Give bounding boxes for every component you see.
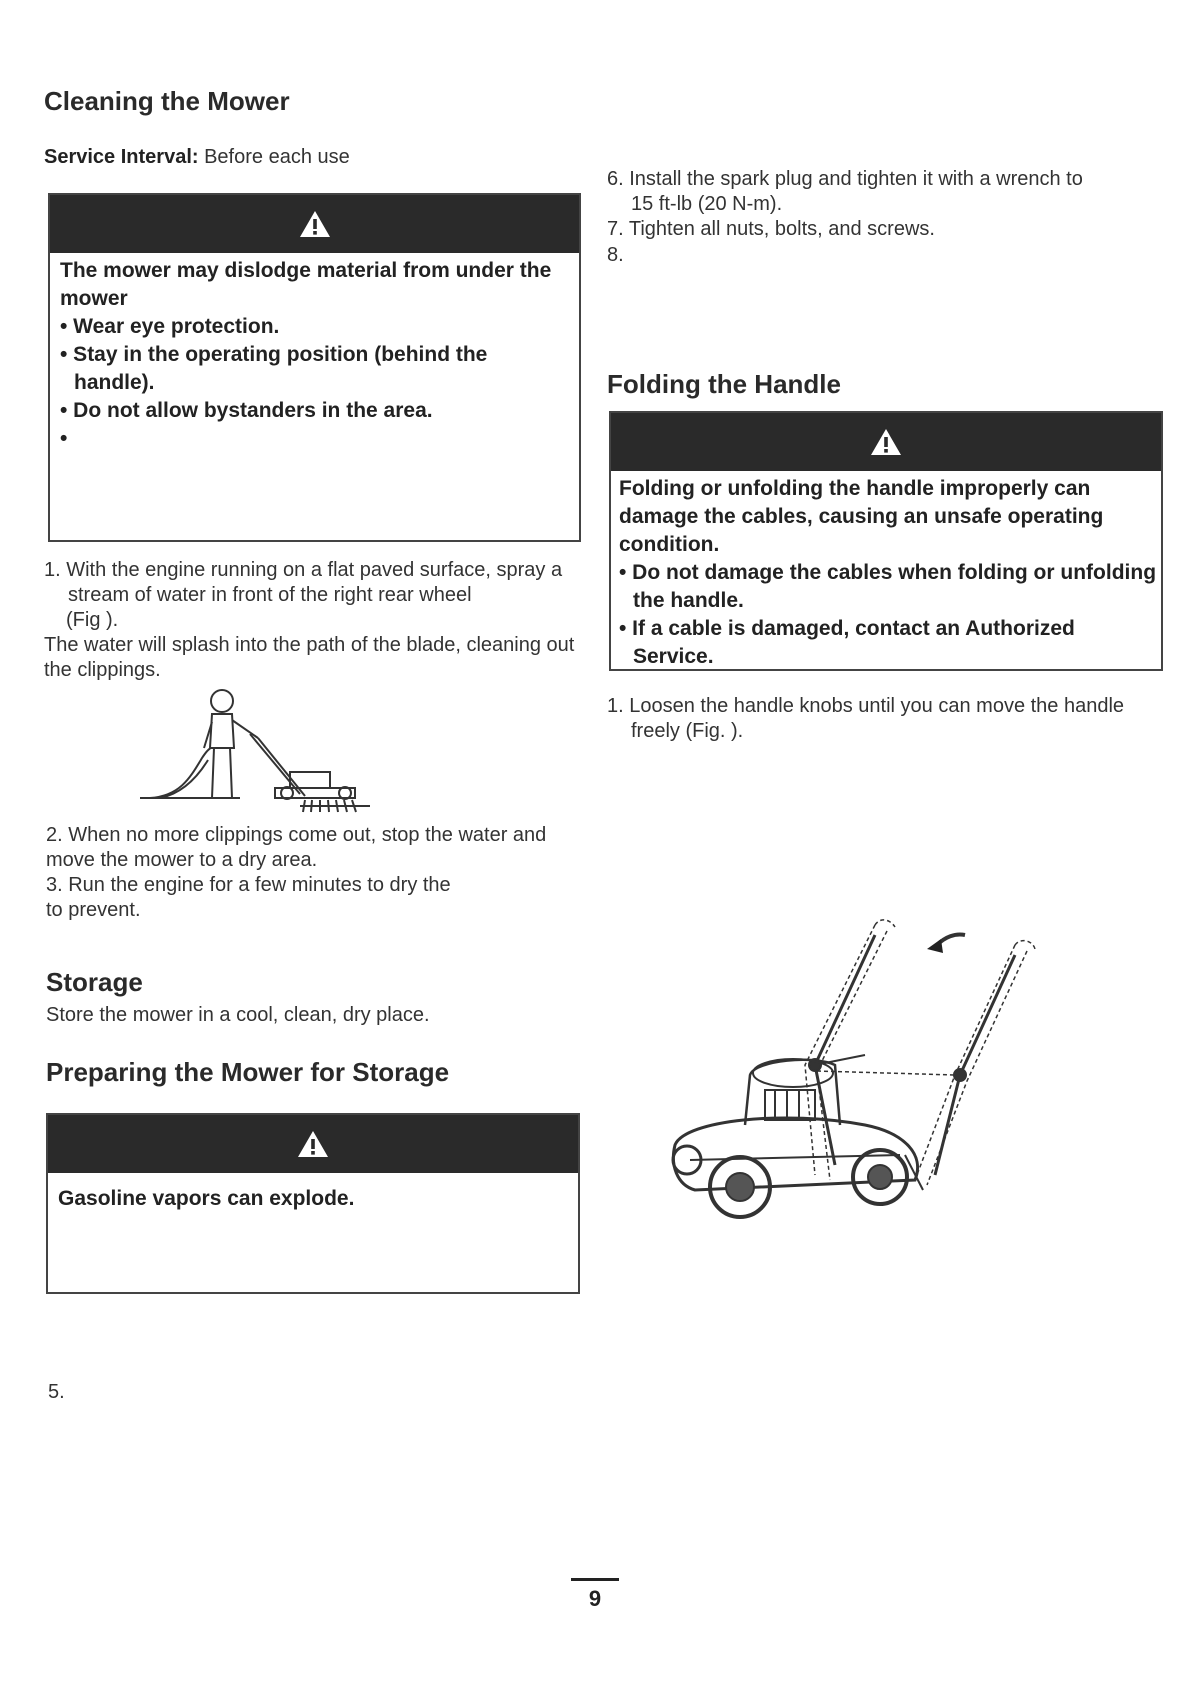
warning-text: Gasoline vapors can explode. xyxy=(58,1187,355,1210)
step-1: 1. With the engine running on a flat paved surface, spray a stream of water in front of the right rear wheel xyxy=(44,559,563,606)
warning-bullet: • If a cable is damaged, contact an Authorized Service. xyxy=(619,617,1075,668)
hose-washing-illustration xyxy=(140,688,380,813)
warning-box-cleaning xyxy=(48,193,581,542)
step-3: 3. Run the engine for a few minutes to dry the xyxy=(46,874,451,896)
step-1-fig: (Fig ). xyxy=(66,609,119,631)
step-7: 7. Tighten all nuts, bolts, and screws. xyxy=(607,218,935,240)
page-number: 9 xyxy=(588,1586,602,1611)
folding-title: Folding the Handle xyxy=(607,369,841,399)
step-5: 5. xyxy=(48,1381,65,1403)
warning-line: • Stay in the operating position (behind the handle). xyxy=(60,343,488,394)
warning-line: The mower may dislodge material from under the mower xyxy=(60,259,552,310)
mower-folding-illustration xyxy=(665,915,1085,1285)
warning-triangle-icon xyxy=(296,1129,330,1159)
warning-triangle-icon xyxy=(869,427,903,457)
warning-line: • Wear eye protection. xyxy=(60,315,280,338)
warning-body xyxy=(50,253,579,453)
warning-header xyxy=(611,413,1161,471)
cleaning-steps xyxy=(44,558,589,683)
warning-box-folding xyxy=(609,411,1163,671)
warning-header xyxy=(48,1115,578,1173)
storage-title: Storage xyxy=(46,967,143,997)
storage-text: Store the mower in a cool, clean, dry place. xyxy=(46,1004,430,1026)
warning-line: • Do not allow bystanders in the area. xyxy=(60,399,433,422)
service-interval-label: Service Interval: xyxy=(44,146,199,168)
warning-box-gasoline xyxy=(46,1113,580,1294)
warning-body xyxy=(611,471,1161,671)
cleaning-title: Cleaning the Mower xyxy=(44,86,290,116)
warning-triangle-icon xyxy=(298,209,332,239)
warning-intro: Folding or unfolding the handle improperly can damage the cables, causing an unsafe operating condition. xyxy=(619,477,1104,556)
page-number-rule xyxy=(571,1578,619,1581)
preparing-title: Preparing the Mower for Storage xyxy=(46,1057,450,1087)
water-note: The water will splash into the path of the blade, cleaning out the clippings. xyxy=(44,634,575,681)
step-2: 2. When no more clippings come out, stop the water and move the mower to a dry area. xyxy=(46,824,547,871)
cleaning-steps-2 xyxy=(46,823,566,923)
fold-step-1: 1. Loosen the handle knobs until you can move the handle freely (Fig. ). xyxy=(607,695,1125,742)
warning-body xyxy=(48,1173,578,1213)
warning-bullet: • Do not damage the cables when folding or unfolding the handle. xyxy=(619,561,1157,612)
service-interval xyxy=(44,145,350,170)
warning-line: • xyxy=(60,427,68,450)
step-6: 6. Install the spark plug and tighten it with a wrench to 15 ft-lb (20 N-m). xyxy=(607,168,1083,215)
step-3-continued: to prevent. xyxy=(46,899,141,921)
warning-header xyxy=(50,195,579,253)
service-interval-value: Before each use xyxy=(198,146,350,168)
storage-steps-right xyxy=(607,167,1107,268)
step-8: 8. xyxy=(607,244,624,266)
